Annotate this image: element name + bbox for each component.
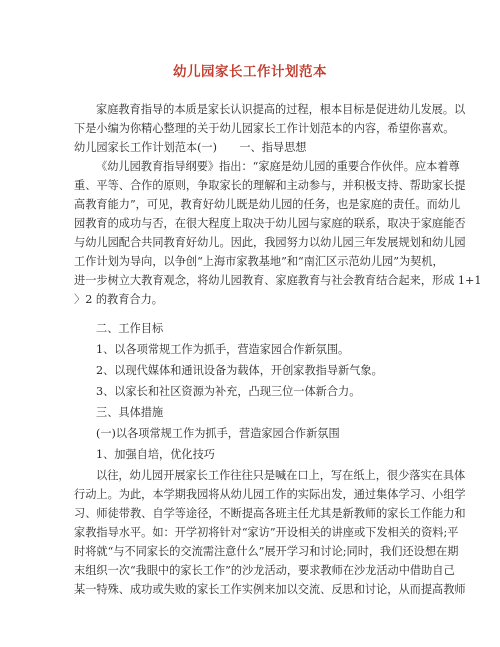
text-line: 工作计划为导向，以争创“上海市家教基地”和“南汇区示范幼儿园”为契机， bbox=[74, 255, 444, 268]
text-line: 〉2 的教育合力。 bbox=[74, 293, 163, 306]
text-line: 幼儿园家长工作计划范本(一) 一、指导思想 bbox=[74, 141, 307, 154]
text-line: 高教育能力”，可见，教育好幼儿既是幼儿园的任务，也是家庭的责任。而幼儿 bbox=[74, 198, 461, 211]
text-line: 行动上。为此，本学期我园将从幼儿园工作的实际出发，通过集体学习、小组学 bbox=[74, 488, 466, 501]
text-line: 进一步树立大教育观念，将幼儿园教育、家庭教育与社会教育结合起来，形成 1+1 bbox=[74, 274, 482, 287]
text-line: 3、以家长和社区资源为补充，凸现三位一体新合力。 bbox=[96, 385, 361, 398]
document-title: 幼儿园家长工作计划范本 bbox=[173, 64, 327, 80]
text-line: 园教育的成功与否，在很大程度上取决于幼儿园与家庭的联系，取决于家庭能否 bbox=[74, 217, 466, 230]
text-line: 《幼儿园教育指导纲要》指出：“家庭是幼儿园的重要合作伙伴。应本着尊 bbox=[96, 160, 460, 173]
text-line: 2、以现代媒体和通讯设备为载体，开创家教指导新气象。 bbox=[96, 364, 383, 377]
section-heading: 二、工作目标 bbox=[96, 322, 164, 335]
text-line: 时将就“与不同家长的交流需注意什么”展开学习和讨论;同时，我们还设想在期 bbox=[74, 545, 459, 558]
text-line: 家庭教育指导的本质是家长认识提高的过程，根本目标是促进幼儿发展。以 bbox=[96, 103, 466, 116]
text-line: 1、加强自培，优化技巧 bbox=[96, 448, 215, 461]
text-line: 以往，幼儿园开展家长工作往往只是喊在口上，写在纸上，很少落实在具体 bbox=[96, 469, 466, 482]
text-line: 重、平等、合作的原则，争取家长的理解和主动参与，并积极支持、帮助家长提 bbox=[74, 179, 466, 192]
text-line: (一)以各项常规工作为抓手，营造家园合作新氛围 bbox=[96, 427, 340, 440]
text-line: 某一特殊、成功或失败的家长工作实例来加以交流、反思和讨论，从而提高教师 bbox=[74, 583, 466, 596]
section-heading: 三、具体措施 bbox=[96, 406, 164, 419]
text-line: 末组织一次“我眼中的家长工作”的沙龙活动，要求教师在沙龙活动中借助自己 bbox=[74, 564, 455, 577]
text-line: 家教指导水平。如：开学初将针对“家访”开设相关的讲座或下发相关的资料;平 bbox=[74, 526, 459, 539]
text-line: 习、师徒带教、自学等途径，不断提高各班主任尤其是新教师的家长工作能力和 bbox=[74, 507, 466, 520]
text-line: 下是小编为你精心整理的关于幼儿园家长工作计划范本的内容，希望你喜欢。 bbox=[74, 122, 455, 135]
text-line: 1、以各项常规工作为抓手，营造家园合作新氛围。 bbox=[96, 343, 350, 356]
text-line: 与幼儿园配合共同教育好幼儿。因此，我园努力以幼儿园三年发展规划和幼儿园 bbox=[74, 236, 466, 249]
